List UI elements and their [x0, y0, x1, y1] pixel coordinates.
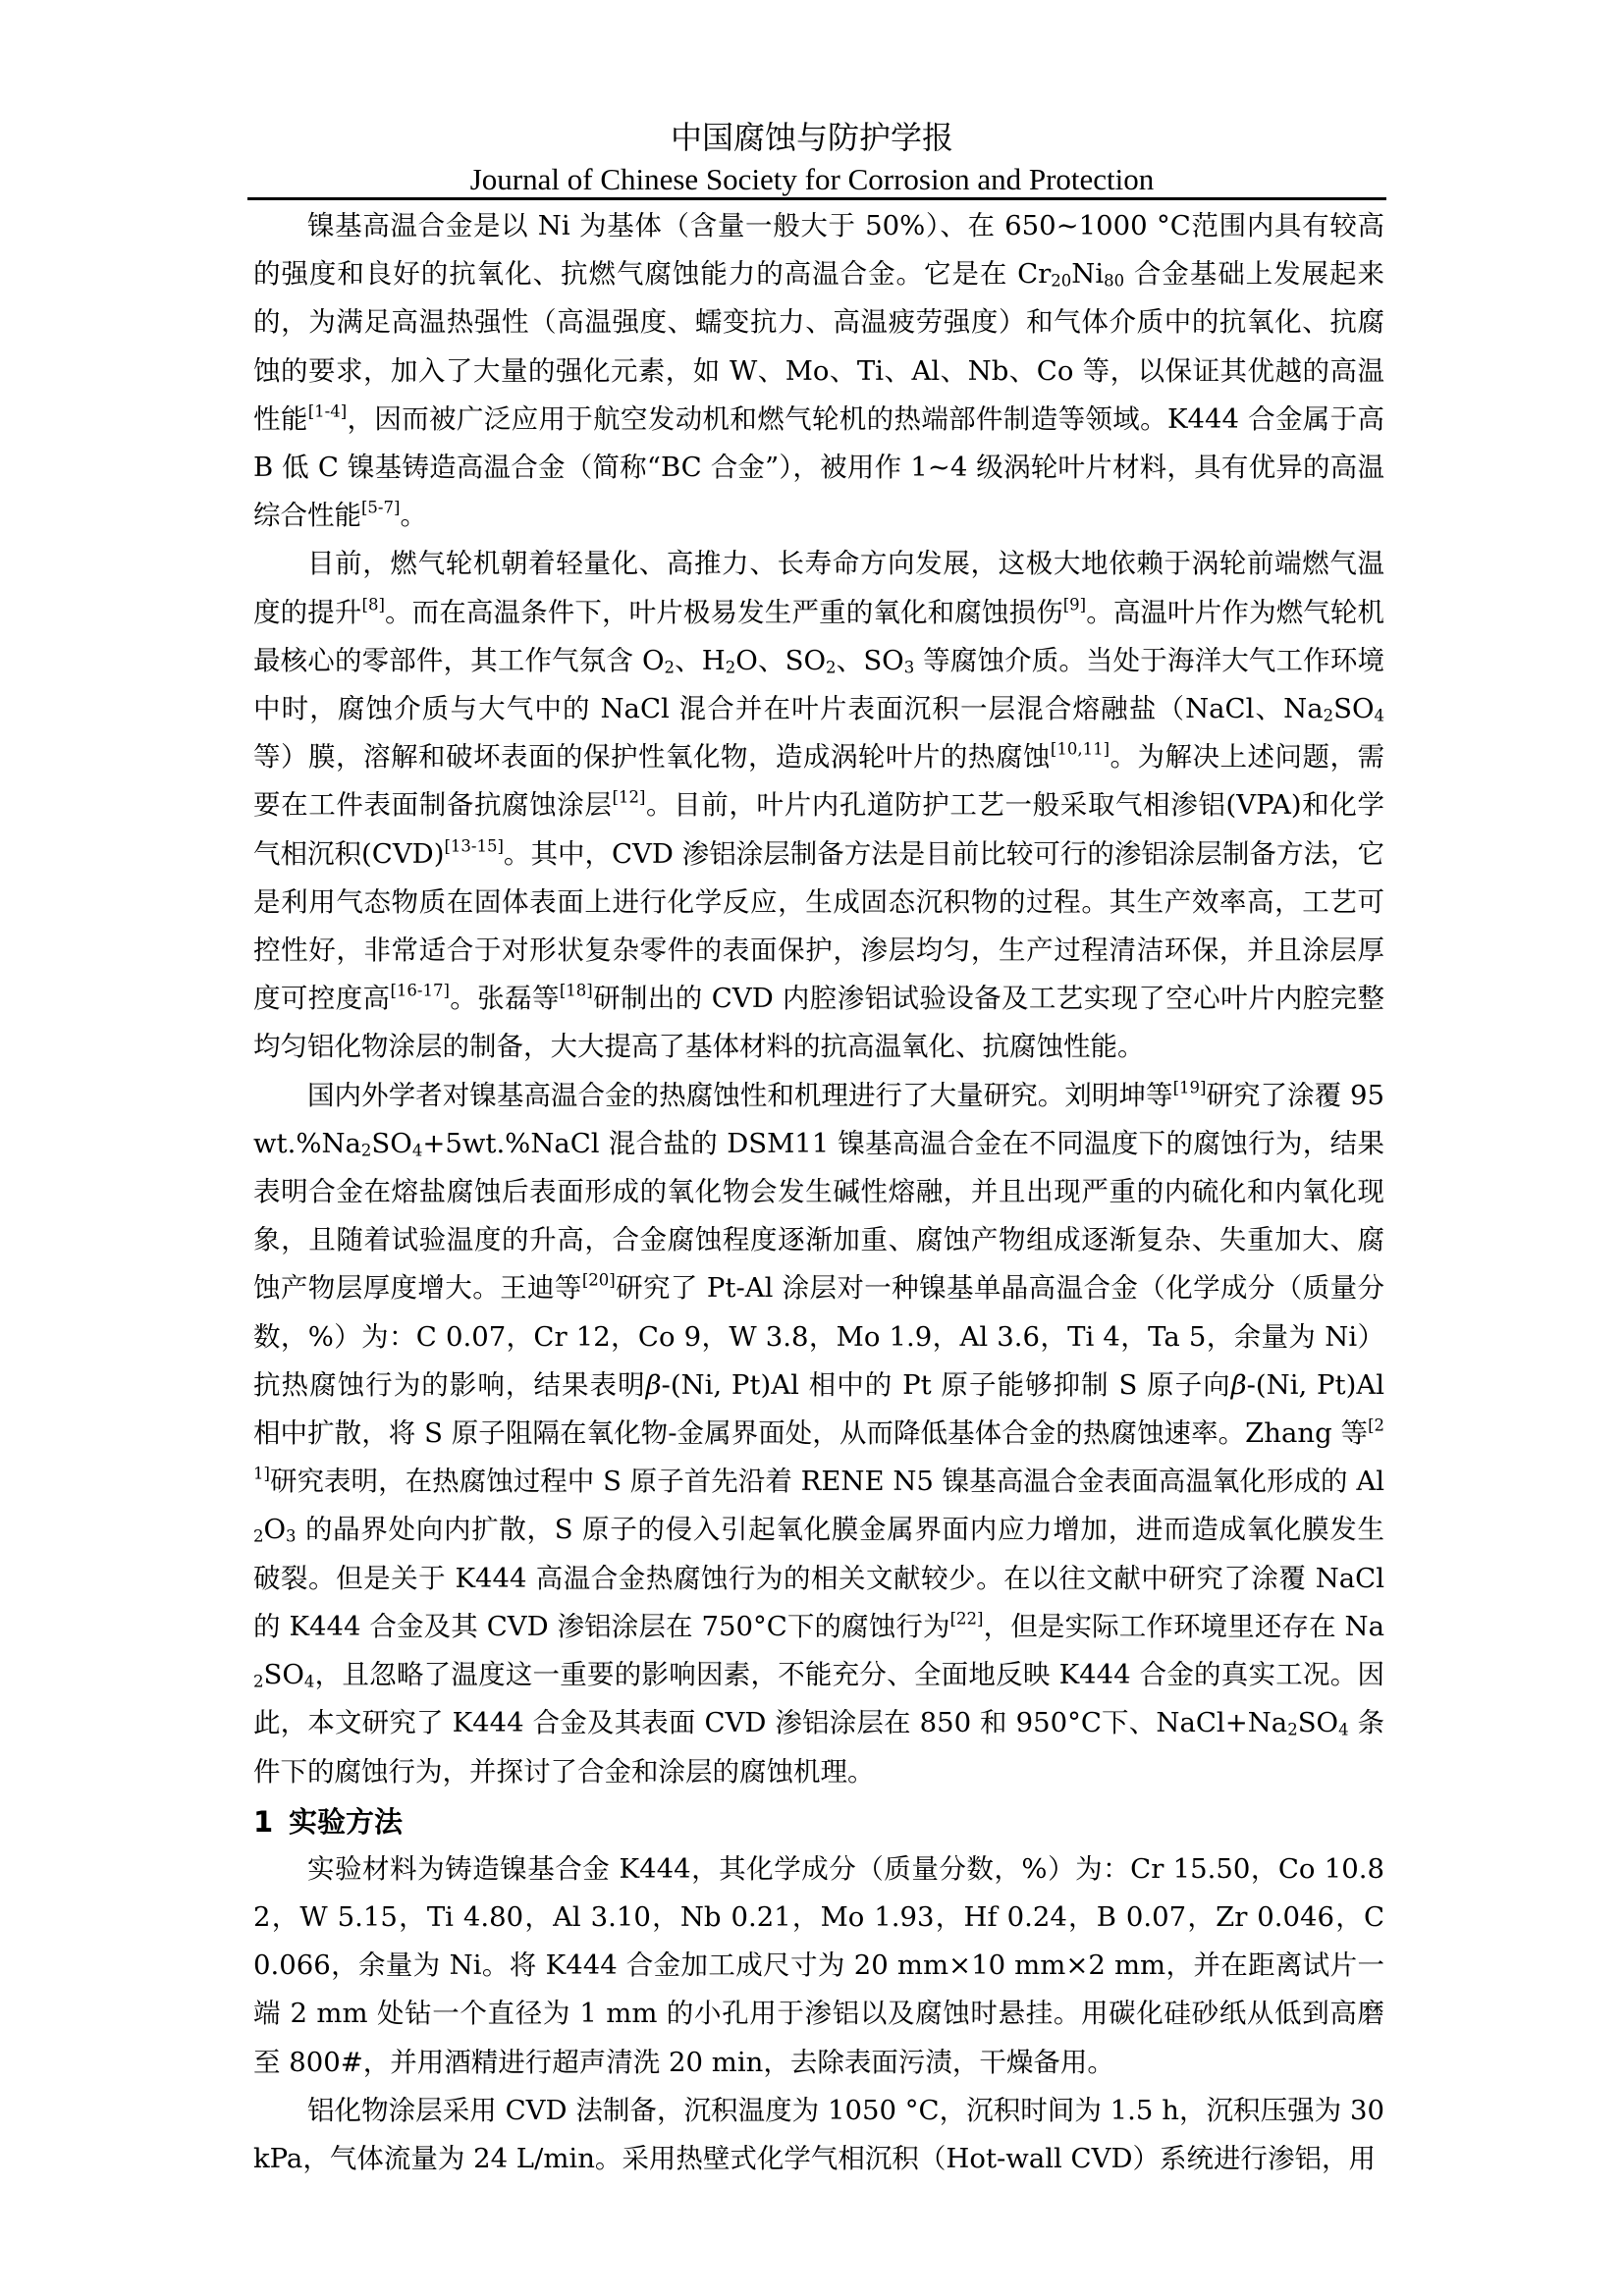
citation: [9] — [1062, 595, 1087, 614]
citation: [5-7] — [361, 498, 401, 517]
paragraph-5 — [253, 2087, 1384, 2183]
text-span: SO — [371, 1127, 412, 1159]
subscript: 4 — [1374, 706, 1384, 725]
text-span: -(Ni, Pt)Al 相中的 Pt 原子能够抑制 S 原子向 — [661, 1368, 1231, 1401]
text-span: 镍基高温合金是以 Ni 为基体（含量一般大于 50%）、在 650~1000 °C范围内具有较高的强度和良好的抗氧化、抗燃气腐蚀能力的高温合金。它是在 Cr — [253, 210, 1384, 291]
paragraph-3 — [253, 1072, 1384, 1796]
text-span: ，因而被广泛应用于航空发动机和燃气轮机的热端部件制造等领域。K444 合金属于高 B 低 C 镍基铸造高温合金（简称“BC 合金”），被用作 1~4 级涡轮叶片材料，具有优异的高温综合性能 — [253, 402, 1384, 532]
subscript: 2 — [664, 658, 676, 677]
citation: [18] — [559, 981, 593, 1000]
text-span: 条件下的腐蚀行为，并探讨了合金和涂层的腐蚀机理。 — [253, 1707, 1385, 1788]
citation: [13-15] — [444, 836, 504, 856]
text-span: 。 — [400, 500, 427, 532]
citation: [21] — [253, 1415, 1384, 1483]
text-span: O、SO — [735, 644, 827, 676]
text-span: 的晶界处向内扩散，S 原子的侵入引起氧化膜金属界面内应力增加，进而造成氧化膜发生破裂。但是关于 K444 高温合金热腐蚀行为的相关文献较少。在以往文献中研究了涂覆 NaCl 的 K444 合金及其 CVD 渗铝涂层在 750°C下的腐蚀行为 — [253, 1514, 1384, 1642]
citation: [19] — [1172, 1078, 1207, 1097]
paragraph-1 — [253, 202, 1384, 540]
subscript: 20 — [1051, 271, 1072, 291]
section-number: 1 — [253, 1804, 274, 1839]
text-span: 。而在高温条件下，叶片极易发生严重的氧化和腐蚀损伤 — [384, 596, 1063, 628]
subscript: 4 — [303, 1672, 315, 1691]
subscript: 4 — [411, 1141, 423, 1160]
subscript: 2 — [725, 658, 736, 677]
text-span: O — [263, 1514, 287, 1546]
citation: [12] — [612, 787, 646, 807]
subscript: 2 — [253, 1672, 264, 1691]
subscript: 2 — [826, 658, 837, 677]
beta-symbol: β — [645, 1368, 662, 1401]
journal-title-cn: 中国腐蚀与防护学报 — [670, 119, 953, 156]
text-span: 合金基础上发展起来的，为满足高温热强性（高温强度、蠕变抗力、高温疲劳强度）和气体介质中的抗氧化、抗腐蚀的要求，加入了大量的强化元素，如 W、Mo、Ti、Al、Nb、Co 等，以保证其优越的高温性能 — [253, 258, 1384, 435]
subscript: 4 — [1338, 1720, 1349, 1739]
text-span: 等腐蚀介质。当处于海洋大气工作环境中时，腐蚀介质与大气中的 NaCl 混合并在叶片表面沉积一层混合熔融盐（NaCl、Na — [253, 644, 1384, 725]
journal-header — [0, 116, 1624, 200]
header-rule — [247, 197, 1386, 200]
text-span: -(Ni, Pt)Al 相中扩散，将 S 原子阻隔在氧化物-金属界面处，从而降低基体合金的热腐蚀速率。Zhang 等 — [253, 1368, 1384, 1450]
journal-title-en: Journal of Chinese Society for Corrosion and Protection — [469, 162, 1155, 196]
citation: [20] — [581, 1270, 616, 1290]
beta-symbol: β — [1230, 1368, 1247, 1401]
citation: [16-17] — [390, 981, 450, 1000]
subscript: 2 — [253, 1526, 264, 1546]
text-span: +5wt.%NaCl 混合盐的 DSM11 镍基高温合金在不同温度下的腐蚀行为，结果表明合金在熔盐腐蚀后表面形成的氧化物会发生碱性熔融，并且出现严重的内硫化和内氧化现象，且随着试验温度的升高，合金腐蚀程度逐渐加重、腐蚀产物组成逐渐复杂、失重加大、腐蚀产物层厚度增大。王迪等 — [253, 1127, 1384, 1305]
text-span: 研制出的 CVD 内腔渗铝试验设备及工艺实现了空心叶片内腔完整均匀铝化物涂层的制备，大大提高了基体材料的抗高温氧化、抗腐蚀性能。 — [253, 983, 1385, 1063]
text-span: 等）膜，溶解和破坏表面的保护性氧化物，造成涡轮叶片的热腐蚀 — [253, 741, 1051, 774]
citation: [10,11] — [1050, 739, 1110, 759]
section-heading-1 — [253, 1798, 1384, 1845]
subscript: 3 — [903, 658, 915, 677]
text-span: 国内外学者对镍基高温合金的热腐蚀性和机理进行了大量研究。刘明坤等 — [307, 1079, 1173, 1111]
citation: [8] — [361, 595, 385, 614]
text-span: SO — [263, 1659, 304, 1691]
article-body — [253, 202, 1384, 2183]
subscript: 2 — [1323, 706, 1334, 725]
text-span: 。目前，叶片内孔道防护工艺一般采取气相渗铝(VPA)和化学气相沉积(CVD) — [253, 789, 1384, 870]
subscript: 2 — [1287, 1720, 1298, 1739]
text-span: 。为解决上述问题，需要在工件表面制备抗腐蚀涂层 — [253, 741, 1384, 822]
section-title: 实验方法 — [289, 1804, 404, 1839]
text-span: SO — [1333, 693, 1375, 725]
subscript: 3 — [286, 1526, 297, 1546]
text-span: ，但是实际工作环境里还存在 Na — [983, 1610, 1385, 1642]
text-span: 研究了 Pt-Al 涂层对一种镍基单晶高温合金（化学成分（质量分数，%）为：C 0.07，Cr 12，Co 9，W 3.8，Mo 1.9，Al 3.6，Ti 4，Ta 5，余量为 Ni）抗热腐蚀行为的影响，结果表明 — [253, 1272, 1384, 1401]
text-span: 。其中，CVD 渗铝涂层制备方法是目前比较可行的渗铝涂层制备方法，它是利用气态物质在固体表面上进行化学反应，生成固态沉积物的过程。其生产效率高，工艺可控性好，非常适合于对形状复杂零件的表面保护，渗层均匀，生产过程清洁环保，并且涂层厚度可控度高 — [253, 837, 1384, 1015]
text-span: SO — [1297, 1707, 1339, 1739]
text-span: Ni — [1071, 258, 1105, 291]
citation: [22] — [949, 1609, 984, 1629]
text-span: 目前，燃气轮机朝着轻量化、高推力、长寿命方向发展，这极大地依赖于涡轮前端燃气温度的提升 — [253, 548, 1384, 628]
text-span: 。高温叶片作为燃气轮机最核心的零部件，其工作气氛含 O — [253, 596, 1385, 676]
text-span: 、H — [675, 644, 726, 676]
paragraph-4 — [253, 1845, 1384, 2087]
paragraph-2 — [253, 540, 1384, 1071]
text-span: 研究了涂覆 95wt.%Na — [253, 1079, 1385, 1159]
text-span: 研究表明，在热腐蚀过程中 S 原子首先沿着 RENE N5 镍基高温合金表面高温氧化形成的 Al — [269, 1466, 1384, 1498]
text-span: ，且忽略了温度这一重要的影响因素，不能充分、全面地反映 K444 合金的真实工况。因此，本文研究了 K444 合金及其表面 CVD 渗铝涂层在 850 和 950°C下、NaCl+Na — [253, 1659, 1384, 1739]
text-span: 实验材料为铸造镍基合金 K444，其化学成分（质量分数，%）为：Cr 15.50，Co 10.82，W 5.15，Ti 4.80，Al 3.10，Nb 0.21，Mo 1.93，Hf 0.24，B 0.07，Zr 0.046，C 0.066，余量为 Ni。将 K444 合金加工成尺寸为 20 mm×10 mm×2 mm，并在距离试片一端 2 mm 处钻一个直径为 1 mm 的小孔用于渗铝以及腐蚀时悬挂。用碳化硅砂纸从低到高磨至 800#，并用酒精进行超声清洗 20 min，去除表面污渍，干燥备用。 — [253, 1852, 1384, 2078]
subscript: 2 — [360, 1141, 372, 1160]
text-span: 。张磊等 — [449, 983, 560, 1015]
citation: [1-4] — [307, 401, 348, 421]
text-span: 、SO — [836, 644, 904, 676]
text-span: 铝化物涂层采用 CVD 法制备，沉积温度为 1050 °C，沉积时间为 1.5 h，沉积压强为 30 kPa，气体流量为 24 L/min。采用热壁式化学气相沉积（Hot-wall CVD）系统进行渗铝，用 — [253, 2094, 1384, 2174]
subscript: 80 — [1104, 271, 1125, 291]
